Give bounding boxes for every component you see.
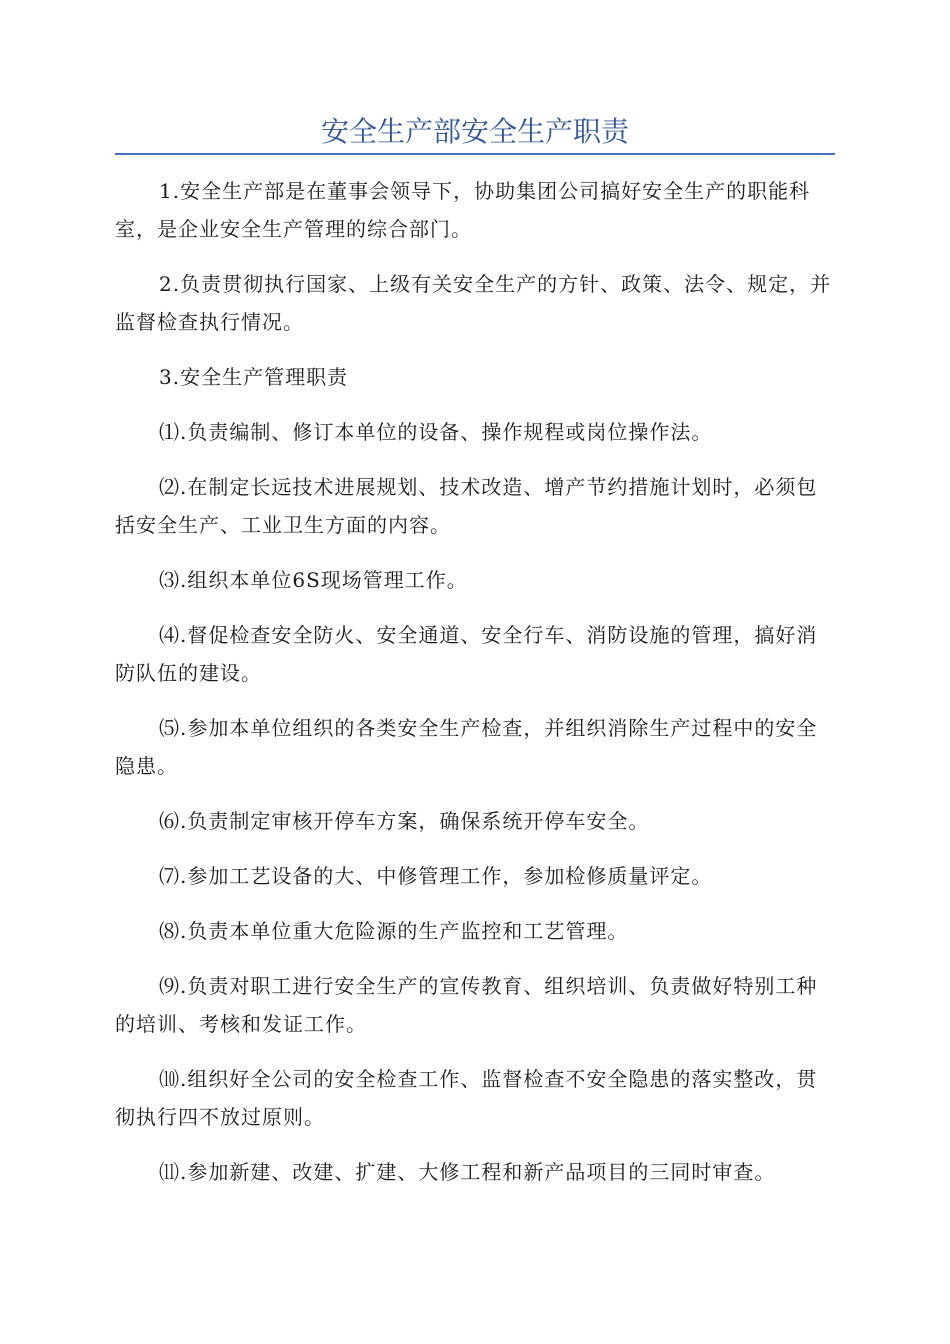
paragraph-3-4: ⑷.督促检查安全防火、安全通道、安全行车、消防设施的管理，搞好消防队伍的建设。 [115, 623, 818, 685]
paragraph-3-5: ⑸.参加本单位组织的各类安全生产检查，并组织消除生产过程中的安全隐患。 [115, 716, 818, 778]
paragraph-3-11: ⑾.参加新建、改建、扩建、大修工程和新产品项目的三同时审查。 [159, 1160, 776, 1184]
paragraph-3-3: ⑶.组织本单位6S现场管理工作。 [159, 568, 468, 592]
paragraph-3: 3.安全生产管理职责 [159, 365, 349, 389]
title-underline [115, 153, 835, 155]
paragraph-3-2: ⑵.在制定长远技术进展规划、技术改造、增产节约措施计划时，必须包括安全生产、工业卫生方面的内容。 [115, 475, 818, 537]
paragraph-3-10: ⑽.组织好全公司的安全检查工作、监督检查不安全隐患的落实整改，贯彻执行四不放过原则。 [115, 1067, 818, 1129]
paragraph-3-6: ⑹.负责制定审核开停车方案，确保系统开停车安全。 [159, 809, 650, 833]
page-title: 安全生产部安全生产职责 [320, 115, 629, 148]
paragraph-2: 2.负责贯彻执行国家、上级有关安全生产的方针、政策、法令、规定，并监督检查执行情况。 [115, 272, 832, 334]
paragraph-3-7: ⑺.参加工艺设备的大、中修管理工作，参加检修质量评定。 [159, 864, 713, 888]
paragraph-3-8: ⑻.负责本单位重大危险源的生产监控和工艺管理。 [159, 919, 629, 943]
paragraph-1: 1.安全生产部是在董事会领导下，协助集团公司搞好安全生产的职能科室，是企业安全生产管理的综合部门。 [115, 179, 811, 241]
document-body [115, 172, 837, 1208]
paragraph-3-1: ⑴.负责编制、修订本单位的设备、操作规程或岗位操作法。 [159, 420, 713, 444]
paragraph-3-9: ⑼.负责对职工进行安全生产的宣传教育、组织培训、负责做好特别工种的培训、考核和发证工作。 [115, 974, 818, 1036]
